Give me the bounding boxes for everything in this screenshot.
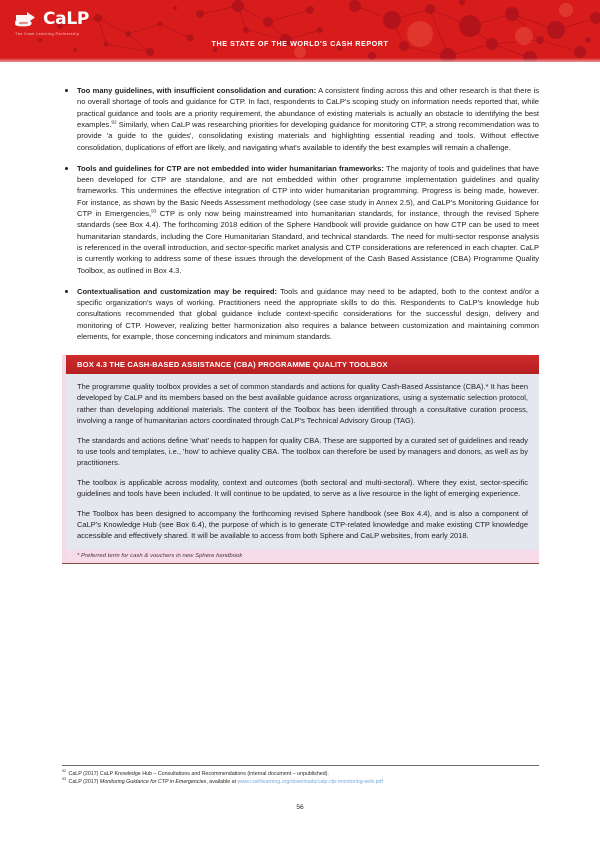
box-paragraph: The toolbox is applicable across modality, context and outcomes (both sectoral and multi-sectoral). Where they exist, sector-specific guidelines and tools have been included. It will continue to be updated, to serve as a live resource in the light of emerging experience.: [77, 477, 528, 498]
logo-tagline: The Cash Learning Partnership: [15, 30, 80, 36]
footnote-number: 93: [62, 777, 66, 782]
bullet-text-b: CTP is only now being mainstreamed into humanitarian standards, for instance, through the revised Sphere standards (see Box 4.4). The forthcoming 2018 edition of the Sphere Handbook will provide guidance on how CTP can be used to meet humanitarian standards, including the Core Humanitarian Standard, and technical standards. The need for multi-sector response analysis is referenced in the overall introduction, and sector-specific market analysis and CTP considerations are referenced in each chapter. CaLP is currently working to address some of these issues through the development of the Cash Based Assistance (CBA) Programme Quality Toolbox, as outlined in Box 4.3.: [77, 208, 539, 275]
list-item: [62, 85, 539, 153]
footnote-text: CaLP (2017) CaLP Knowledge Hub – Consultations and Recommendations (internal document – unpublished).: [68, 770, 329, 777]
banner-fade: [0, 58, 600, 62]
footnote-link[interactable]: www.cashlearning.org/downloads/calp-ctp-monitoring-web.pdf: [237, 778, 383, 785]
bullet-text-a: The majority of tools and guidelines that have been developed for CTP are standalone, and are not embedded within other programme implementation guidelines and quality frameworks. This undermines the effective integration of CTP into wider humanitarian programming. Progress is being made, however. For instance, as shown by the Basic Needs Assessment methodology (see case study in Annex 2.5), and CaLP's Monitoring Guidance for CTP in Emergencies,: [77, 163, 540, 218]
footnote-marker[interactable]: 92: [111, 119, 117, 125]
footnote-title: Monitoring Guidance for CTP in Emergencies: [99, 778, 207, 785]
footnote-text: CaLP (2017): [68, 778, 100, 785]
box-content: [62, 374, 539, 541]
bullet-lead: Contextualisation and customization may be required:: [77, 286, 278, 296]
page-header-banner: [0, 0, 600, 62]
bullet-lead: Tools and guidelines for CTP are not embedded into wider humanitarian frameworks:: [77, 163, 384, 173]
list-item: [62, 163, 539, 276]
bullet-text-b: Similarly, when CaLP was researching priorities for developing guidance for monitoring CTP, a strong recommendation was to provide 'a guide to the guides', consolidating existing materials and highlighting essential reading and tools. Without effective consolidation, duplications of effort are likely, and navigating what's available to identify the best examples will remain a challenge.: [77, 120, 539, 152]
box-4-3: [62, 355, 539, 563]
list-item: [62, 286, 539, 343]
page-number: 56: [296, 804, 304, 811]
footnotes-section: [62, 765, 539, 786]
footnote-92: [62, 770, 539, 778]
box-title: BOX 4.3 THE CASH-BASED ASSISTANCE (CBA) PROGRAMME QUALITY TOOLBOX: [66, 355, 539, 374]
footnote-marker[interactable]: 93: [151, 208, 157, 214]
banner-molecule-pattern: [0, 0, 600, 62]
box-paragraph: The Toolbox has been designed to accompany the forthcoming revised Sphere handbook (see Box 4.4), and is also a component of CaLP's Knowledge Hub (see Box 6.4), the purpose of which is to generate CTP-related knowledge and make existing CTP knowledge accessible and effectively shared. It will be available to access from both Sphere and CaLP websites, from early 2018.: [77, 508, 528, 540]
box-footnote: * Preferred term for cash & vouchers in new Sphere handbook: [77, 552, 243, 559]
hand-arrow-icon: [14, 11, 40, 28]
main-content: [62, 85, 539, 564]
bullet-lead: Too many guidelines, with insufficient consolidation and curation:: [77, 86, 317, 95]
bullet-text-a: A consistent finding across this and other research is that there is no overall shortage of tools and guidance for CTP. In fact, respondents to CaLP's scoping study on information needs reported that, while practical guidance and tools are a priority requirement, the abundance of existing materials is actually an obstacle to identifying the best examples.: [77, 86, 539, 130]
findings-bullet-list: [62, 85, 539, 342]
bullet-text-a: Tools and guidance may need to be adapted, both to the context and/or a specific organization's ways of working. Practitioners need the appropriate skills to do this. Respondents to CaLP's knowledge hub consultations recommended that global guidance include context-specific considerations for the successful design, delivery and monitoring of CTP. However, realizing better harmonization also requires a balance between customization and maintaining common elements, for example, those concerning indicators and minimum standards.: [77, 286, 539, 341]
page-body: [0, 62, 600, 848]
footnote-tail: , available at: [206, 778, 238, 785]
box-left-accent-stripe: [62, 355, 66, 562]
footnote-number: 92: [62, 768, 66, 773]
box-paragraph: The programme quality toolbox provides a set of common standards and actions for quality Cash-Based Assistance (CBA).* It has been developed by CaLP and its members based on the best available guidance across organizations, using a systematic selection protocol, rather than developing additional materials. The content of the Toolbox has been identified through a consultative curation process, involving a range of humanitarian actors coordinated through CaLP's Technical Advisory Group (TAG).: [77, 382, 528, 425]
calp-logo: [14, 11, 89, 36]
footnote-divider: [62, 765, 539, 766]
footnote-93: [62, 778, 539, 786]
box-paragraph: The standards and actions define 'what' needs to happen for quality CBA. These are supported by a curated set of guidelines and ready to use tools and templates, i.e., 'how' to achieve quality CBA. The toolbox can therefore be used by managers and donors, as well as by practitioners.: [77, 435, 528, 467]
box-note-band: [66, 550, 539, 563]
report-title: THE STATE OF THE WORLD'S CASH REPORT: [211, 39, 389, 48]
logo-wordmark: CaLP: [43, 9, 90, 29]
